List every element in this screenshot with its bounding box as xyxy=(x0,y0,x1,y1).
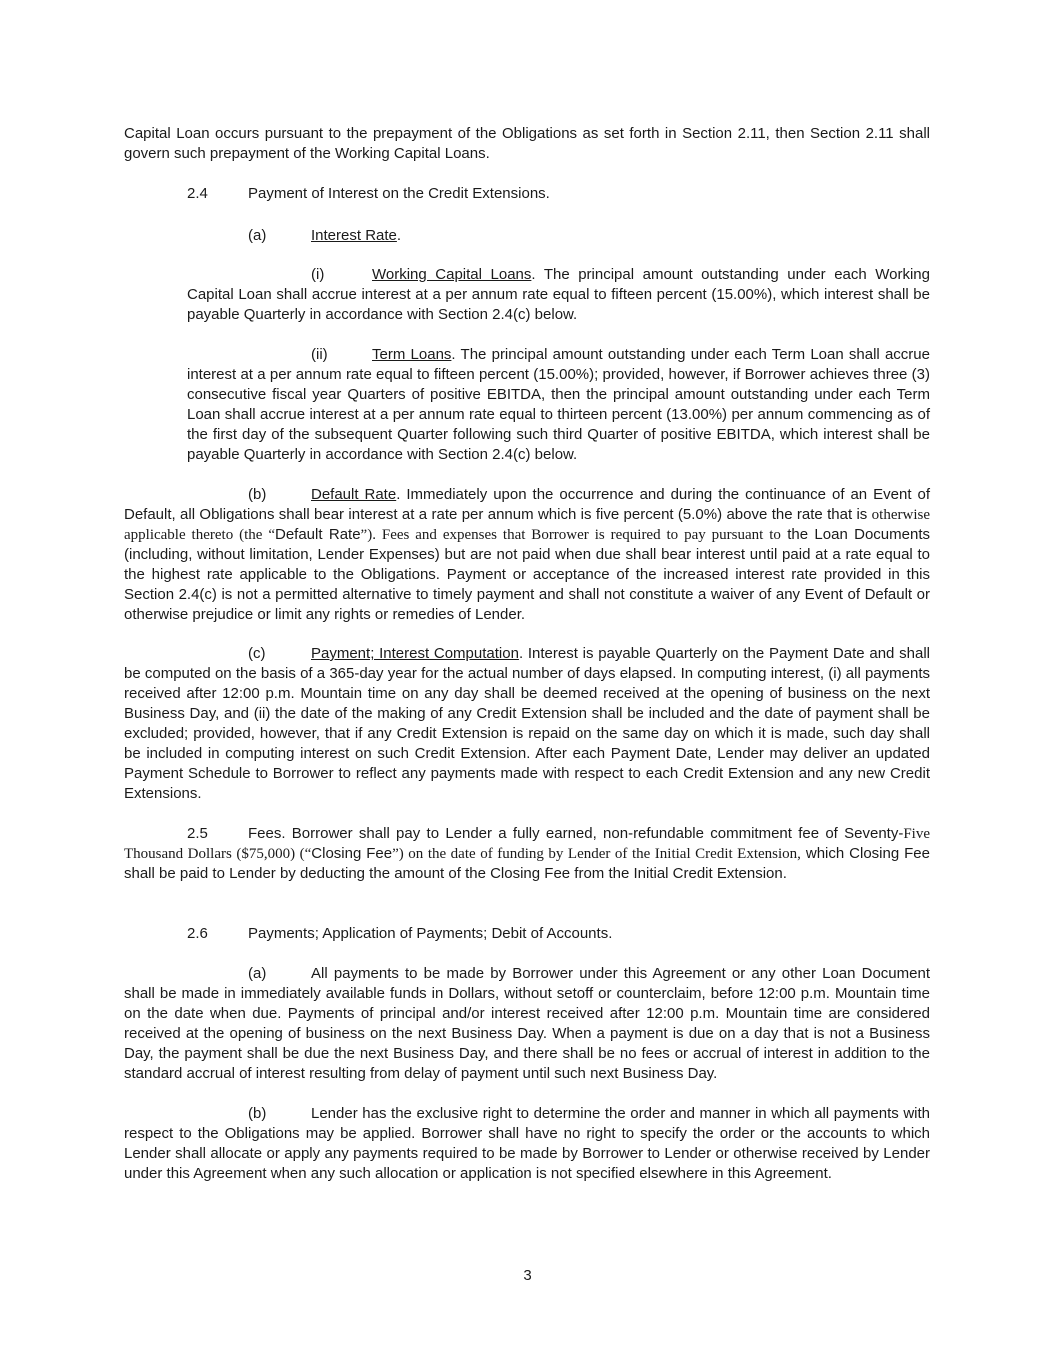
section-heading-2-4 xyxy=(187,184,550,204)
section-number: 2.6 xyxy=(187,925,208,942)
section-2-5-paragraph: 2.5 Fees. Borrower shall pay to Lender a fully earned, non-refundable commitment fee of Seventy-Five Thousand Dollars ($75,000) (“Closing Fee”) on the date of funding by Lender of the Initial Credit Extension, which Closing Fee shall be paid to Lender by deducting the amount of the Closing Fee from the Initial Credit Extension. xyxy=(124,825,930,882)
section-heading-2-6 xyxy=(187,924,612,944)
clause-body: . The principal amount outstanding under each Term Loan shall accrue interest at a per annum rate equal to fifteen percent (15.00%); provided, however, if Borrower achieves three (3) consecutive fiscal year Quarters of positive EBITDA, then the principal amount outstanding under each Term Loan shall accrue interest at a per annum rate equal to thirteen percent (13.00%) per annum commencing as of the first day of the subsequent Quarter following such third Quarter of positive EBITDA, which interest shall be payable Quarterly in accordance with Section 2.4(c) below. xyxy=(187,346,930,463)
section-2-6-b-paragraph: (b) Lender has the exclusive right to determine the order and manner in which all payments with respect to the Obligations may be applied. Borrower shall have no right to specify the order or the accounts to which Lender shall allocate or apply any payments required to be made by Borrower to Lender or otherwise received by Lender under this Agreement when any such allocation or application is not specified elsewhere in this Agreement. xyxy=(124,1105,930,1182)
subsection-b-paragraph: (b) Default Rate. Immediately upon the occurrence and during the continuance of an Event of Default, all Obligations shall bear interest at a rate per annum which is five percent (5.0%) above the rate that is otherwise applicable thereto (the “Default Rate”). Fees and expenses that Borrower is required to pay pursuant to the Loan Documents (including, without limitation, Lender Expenses) but are not paid when due shall bear interest until paid at a rate equal to the highest rate applicable to the Obligations. Payment or acceptance of the increased interest rate provided in this Section 2.4(c) is not a permitted alternative to timely payment and shall not constitute a waiver of any Event of Default or otherwise prejudice or limit any rights or remedies of Lender. xyxy=(124,486,930,623)
subsection-heading-a: (a) Interest Rate. xyxy=(248,227,402,244)
page-number: 3 xyxy=(523,1267,532,1284)
section-2-6-a-paragraph: (a) All payments to be made by Borrower under this Agreement or any other Loan Document shall be made in immediately available funds in Dollars, without setoff or counterclaim, before 12:00 p.m. Mountain time on the date when due. Payments of principal and/or interest received after 12:00 p.m. Mountain time are considered received at the opening of business on the next Business Day. When a payment is due on a day that is not a Business Day, the payment shall be due the next Business Day, and there shall be no fees or accrual of interest in addition to the standard accrual of interest resulting from delay of payment until such next Business Day. xyxy=(124,965,930,1082)
subsection-title: Payment; Interest Computation xyxy=(311,645,519,662)
clause-marker: (i) xyxy=(311,266,325,283)
continuation-paragraph: Capital Loan occurs pursuant to the prepayment of the Obligations as set forth in Section 2.11, then Section 2.11 shall govern such prepayment of the Working Capital Loans. xyxy=(124,125,930,162)
subsection-title: Interest Rate xyxy=(311,227,397,244)
defined-term: Default Rate xyxy=(275,526,361,543)
clause-title: Working Capital Loans xyxy=(372,266,532,283)
subsection-marker: (a) xyxy=(248,965,267,982)
clause-marker: (ii) xyxy=(311,346,328,363)
defined-term: Closing Fee xyxy=(311,845,393,862)
section-title: Fees. xyxy=(248,825,286,842)
section-number: 2.5 xyxy=(187,825,208,842)
subsection-marker: (a) xyxy=(248,227,267,244)
clause-a-i xyxy=(187,265,930,325)
subsection-title: Default Rate xyxy=(311,486,397,503)
subsection-marker: (c) xyxy=(248,645,266,662)
section-number: 2.4 xyxy=(187,185,208,202)
section-title: Payment of Interest on the Credit Extensions. xyxy=(248,185,550,202)
subsection-marker: (b) xyxy=(248,486,267,503)
clause-title: Term Loans xyxy=(372,346,452,363)
subsection-c-paragraph: (c) Payment; Interest Computation. Interest is payable Quarterly on the Payment Date and shall be computed on the basis of a 365-day year for the actual number of days elapsed. In computing interest, (i) all payments received after 12:00 p.m. Mountain time on any day shall be deemed received at the opening of business on the next Business Day, and (ii) the date of the making of any Credit Extension shall be included and the date of payment shall be excluded; provided, however, that if any Credit Extension is repaid on the same day on which it is made, such day shall be included in computing interest on such Credit Extension. After each Payment Date, Lender may deliver an updated Payment Schedule to Borrower to reflect any payments made with respect to each Credit Extension and any new Credit Extensions. xyxy=(124,645,930,802)
subsection-marker: (b) xyxy=(248,1105,267,1122)
clause-a-ii xyxy=(187,345,930,465)
section-title: Payments; Application of Payments; Debit of Accounts. xyxy=(248,925,613,942)
clause-body: . The principal amount outstanding under each Working Capital Loan shall accrue interest at a per annum rate equal to fifteen percent (15.00%), which interest shall be payable Quarterly in accordance with Section 2.4(c) below. xyxy=(187,266,930,323)
